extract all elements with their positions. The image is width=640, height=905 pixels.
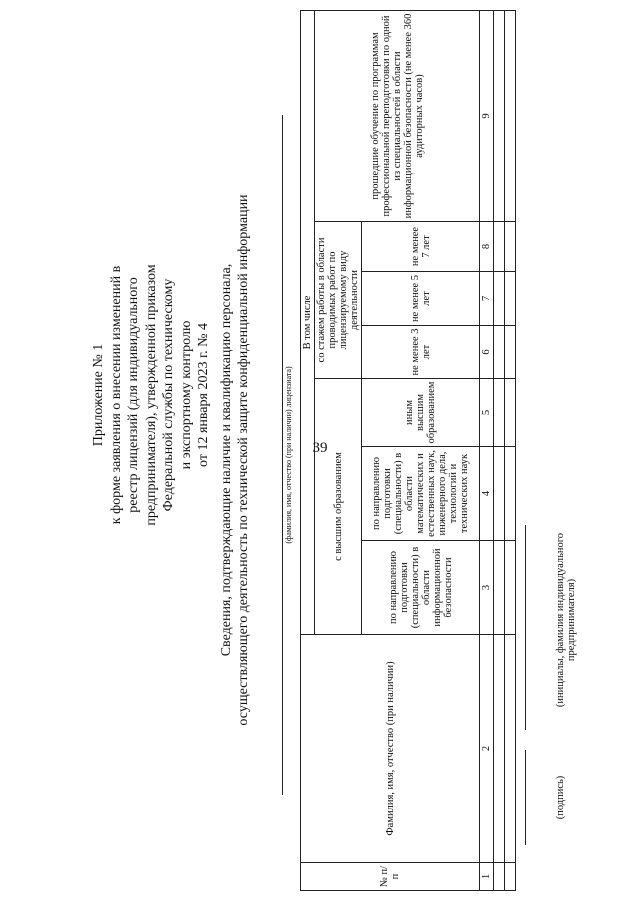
table-cell <box>505 541 516 635</box>
appendix-line: предпринимателя), утвержденной приказом <box>143 264 159 526</box>
column-number: 6 <box>480 326 494 379</box>
licensee-name-line <box>282 115 283 795</box>
header-in-total: В том числе <box>301 10 315 634</box>
header-other-education: иным высшим образованием <box>362 379 480 447</box>
table-cell <box>505 447 516 541</box>
appendix-title: Приложение № 1 <box>91 343 106 447</box>
table-row <box>505 10 516 890</box>
page-number: 39 <box>312 440 328 456</box>
appendix-line: и экспортному контролю <box>178 320 194 470</box>
column-number: 2 <box>480 635 494 863</box>
header-experience-3y: не менее 3 лет <box>362 326 480 379</box>
table-cell <box>505 635 516 863</box>
table-cell <box>494 635 505 863</box>
column-number: 7 <box>480 272 494 326</box>
licensee-caption: (фамилия, имя, отчество (при наличии) лицензиата) <box>284 366 293 544</box>
appendix-line: от 12 января 2023 г. № 4 <box>196 323 211 467</box>
heading-line: Сведения, подтверждающие наличие и квалификацию персонала, <box>219 263 234 657</box>
header-higher-education: с высшим образованием <box>315 379 362 635</box>
column-number: 3 <box>480 541 494 635</box>
column-number: 9 <box>480 10 494 221</box>
appendix-line: Федеральной службы по техническому <box>161 278 176 512</box>
header-experience-7y: не менее 7 лет <box>362 222 480 272</box>
header-professional-training: прошедшие обучение по программам профессиональной переподготовки по одной из специальностей в области информационной безопасности (не менее 360 аудиторных часов) <box>315 10 480 221</box>
signature-caption: (подпись) <box>555 775 566 820</box>
column-number: 8 <box>480 222 494 272</box>
table-cell <box>494 541 505 635</box>
table-cell <box>505 379 516 447</box>
column-number: 5 <box>480 379 494 447</box>
table-cell <box>494 326 505 379</box>
table-cell <box>494 222 505 272</box>
table-cell <box>494 863 505 891</box>
appendix-block <box>90 185 213 605</box>
header-work-experience: со стажем работы в области проводимых работ по лицензируемому виду деятельности <box>315 222 362 379</box>
header-math-tech-education: по направлению подготовки (специальности) в области математических и естественных наук, инженерного дела, технологий и технических наук <box>362 447 480 541</box>
table-cell <box>505 272 516 326</box>
appendix-line: к форме заявления о внесении изменений в <box>108 265 124 525</box>
table-cell <box>505 10 516 221</box>
table-cell <box>505 326 516 379</box>
personnel-table <box>300 10 516 891</box>
table-cell <box>494 379 505 447</box>
heading-line: осуществляющего деятельность по технической защите конфиденциальной информации <box>236 194 251 726</box>
appendix-line: реестр лицензий (для индивидуального <box>126 277 141 513</box>
header-number: № п/п <box>301 863 480 891</box>
header-full-name: Фамилия, имя, отчество (при наличии) <box>301 635 480 863</box>
table-cell <box>494 10 505 221</box>
column-number: 1 <box>480 863 494 891</box>
table-row <box>494 10 505 890</box>
header-infosec-education: по направлению подготовки (специальности) в области информационной безопасности <box>362 541 480 635</box>
header-experience-5y: не менее 5 лет <box>362 272 480 326</box>
table-cell <box>494 272 505 326</box>
table-cell <box>505 222 516 272</box>
column-number: 4 <box>480 447 494 541</box>
name-line <box>525 525 526 730</box>
table-cell <box>505 863 516 891</box>
table-cell <box>494 447 505 541</box>
signature-line <box>525 750 526 845</box>
document-heading <box>218 75 252 845</box>
name-caption: (инициалы, фамилия индивидуального предпринимателя) <box>555 532 577 708</box>
